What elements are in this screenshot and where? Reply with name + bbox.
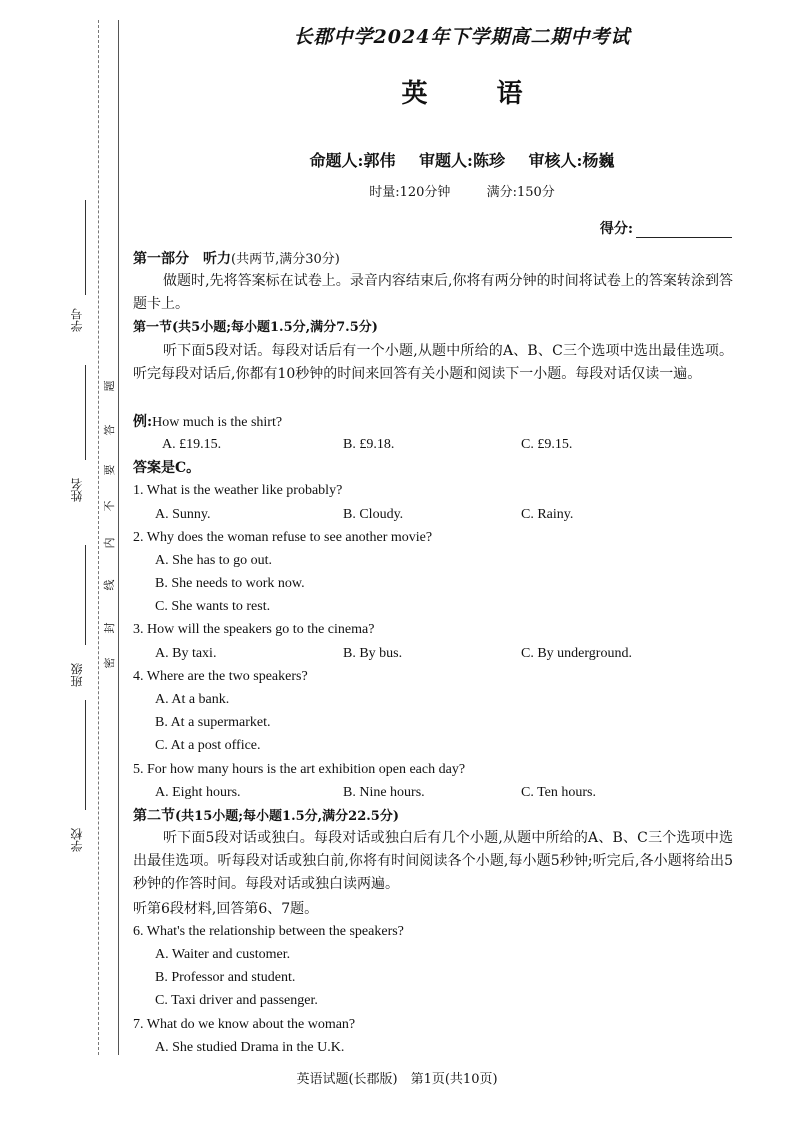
setter-checker: 审核人:杨巍 <box>528 151 615 170</box>
exam-setters <box>130 148 794 171</box>
section1-intro: 听下面5段对话。每段对话后有一个小题,从题中所给的A、B、C三个选项中选出最佳选项。听完每段对话后,你都有10秒钟的时间来回答有关小题和阅读下一小题。每段对话仅读一遍。 <box>133 343 733 382</box>
q6-option-a[interactable]: A. Waiter and customer. <box>155 947 291 962</box>
part1-intro: 做题时,先将答案标在试卷上。录音内容结束后,你将有两分钟的时间将试卷上的答案转涂到答题卡上。 <box>133 273 733 312</box>
material-6-instruction: 听第6段材料,回答第6、7题。 <box>133 901 319 917</box>
q6-option-b[interactable]: B. Professor and student. <box>155 970 296 985</box>
q7-option-a[interactable]: A. She studied Drama in the U.K. <box>155 1040 345 1055</box>
q4-option-c[interactable]: C. At a post office. <box>155 738 261 753</box>
score-blank[interactable] <box>636 223 732 238</box>
exam-timing <box>130 181 794 200</box>
dashed-cut-line <box>98 20 99 1055</box>
school-blank[interactable] <box>85 700 86 810</box>
example-option-c: C. £9.15. <box>521 437 573 452</box>
question-3: 3. How will the speakers go to the cinema? <box>133 622 375 637</box>
subject-title: 英 语 <box>401 79 553 109</box>
part1-heading <box>133 249 340 270</box>
notice-char: 密 <box>103 657 116 669</box>
notice-char: 封 <box>103 622 116 634</box>
question-5: 5. For how many hours is the art exhibition open each day? <box>133 762 466 777</box>
section1-heading: 第一节(共5小题;每小题1.5分,满分7.5分) <box>133 320 378 335</box>
q1-option-b[interactable]: B. Cloudy. <box>343 507 404 522</box>
q4-option-b[interactable]: B. At a supermarket. <box>155 715 271 730</box>
example-label: 例: <box>133 414 153 430</box>
part1-heading-text: 第一部分 听力 <box>133 251 231 267</box>
section2-intro: 听下面5段对话或独白。每段对话或独白后有几个小题,从题中所给的A、B、C三个选项中选出最佳选项。听每段对话或独白前,你将有时间阅读各个小题,每小题5秒钟;听完后,各小题将给出5秒钟的作答时间。每段对话或独白读两遍。 <box>133 830 733 892</box>
question-6: 6. What's the relationship between the speakers? <box>133 924 404 939</box>
q4-option-a[interactable]: A. At a bank. <box>155 692 230 707</box>
score-label: 得分: <box>599 221 633 237</box>
school-field[interactable] <box>68 820 90 920</box>
class-label: 班级 <box>70 663 84 687</box>
q3-option-c[interactable]: C. By underground. <box>521 646 632 661</box>
class-blank[interactable] <box>85 545 86 645</box>
setter-author: 命题人:郭伟 <box>309 151 396 170</box>
setter-reviewer: 审题人:陈珍 <box>419 151 505 170</box>
q2-option-c[interactable]: C. She wants to rest. <box>155 599 271 614</box>
q1-option-c[interactable]: C. Rainy. <box>521 507 574 522</box>
question-1: 1. What is the weather like probably? <box>133 483 343 498</box>
time-limit: 时量:120分钟 <box>369 185 451 200</box>
notice-char: 内 <box>103 537 116 549</box>
section2-heading <box>133 806 399 827</box>
class-field[interactable] <box>68 655 90 755</box>
example-option-b: B. £9.18. <box>343 437 395 452</box>
question-4: 4. Where are the two speakers? <box>133 669 308 684</box>
q2-option-b[interactable]: B. She needs to work now. <box>155 576 305 591</box>
student-id-blank[interactable] <box>85 200 86 295</box>
page-footer: 英语试题(长郡版) 第1页(共10页) <box>296 1072 498 1087</box>
notice-char: 线 <box>103 579 116 591</box>
example-text: How much is the shirt? <box>152 415 283 430</box>
question-2: 2. Why does the woman refuse to see another movie? <box>133 530 433 545</box>
name-label: 姓名 <box>70 478 84 502</box>
section2-heading-note: (共15小题;每小题1.5分,满分22.5分) <box>175 809 399 824</box>
q2-option-a[interactable]: A. She has to go out. <box>155 553 273 568</box>
notice-char: 题 <box>103 380 116 392</box>
section2-heading-text: 第二节 <box>133 808 175 824</box>
q3-option-b[interactable]: B. By bus. <box>343 646 403 661</box>
school-label: 学校 <box>70 828 84 852</box>
notice-char: 不 <box>103 500 116 512</box>
name-blank[interactable] <box>85 365 86 460</box>
example-answer: 答案是C。 <box>133 460 201 476</box>
q5-option-c[interactable]: C. Ten hours. <box>521 785 596 800</box>
binding-margin <box>0 0 125 1123</box>
q1-option-a[interactable]: A. Sunny. <box>155 507 211 522</box>
name-field[interactable] <box>68 470 90 570</box>
student-id-label: 学号 <box>70 308 84 332</box>
q3-option-a[interactable]: A. By taxi. <box>155 646 217 661</box>
example-question <box>133 412 282 433</box>
score-field[interactable] <box>600 218 732 238</box>
binding-line <box>118 20 119 1055</box>
notice-char: 要 <box>103 464 116 476</box>
exam-title: 长郡中学2024年下学期高二期中考试 <box>293 26 631 48</box>
full-score: 满分:150分 <box>486 185 555 200</box>
part1-heading-note: (共两节,满分30分) <box>231 252 340 267</box>
q5-option-b[interactable]: B. Nine hours. <box>343 785 425 800</box>
question-7: 7. What do we know about the woman? <box>133 1017 356 1032</box>
notice-char: 答 <box>103 424 116 436</box>
example-option-a: A. £19.15. <box>162 437 222 452</box>
q6-option-c[interactable]: C. Taxi driver and passenger. <box>155 993 318 1008</box>
student-id-field[interactable] <box>68 300 90 400</box>
q5-option-a[interactable]: A. Eight hours. <box>155 785 241 800</box>
